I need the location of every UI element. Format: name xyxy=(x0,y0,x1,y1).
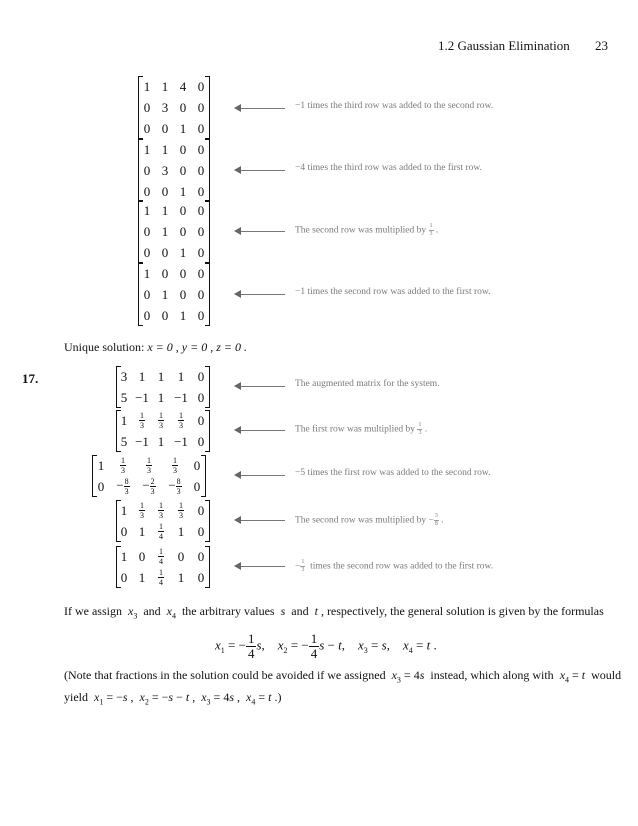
matrix-9: 1 0 $\frac{1}{4}$ 0 0 0 1 $\frac{1}{4}$ 1 0 xyxy=(116,546,210,588)
matrix-8: 1 $\frac{1}{3}$ $\frac{1}{3}$ $\frac{1}{3}$ 0 0 1 $\frac{1}{4}$ 1 0 xyxy=(116,500,210,542)
note-1: −1 times the third row was added to the second row. xyxy=(295,101,494,111)
section-title: 1.2 Gaussian Elimination xyxy=(437,38,570,53)
matrix-1: 1 1 4 0 0 3 0 0 0 0 1 0 xyxy=(138,76,210,139)
page-header xyxy=(438,38,608,54)
matrix-2: 1 1 0 0 0 3 0 0 0 0 1 0 xyxy=(138,139,210,202)
note-5: The augmented matrix for the system. xyxy=(295,379,440,389)
note-2: −4 times the third row was added to the first row. xyxy=(295,163,483,173)
paragraph-note: (Note that fractions in the solution could be avoided if we assigned $x_3 = 4s$ instead, which along with $x_4 = t$ would xyxy=(64,668,622,685)
arrow-6 xyxy=(240,430,285,431)
note-6: The first row was multiplied by $\frac{1}{3}$ . xyxy=(295,422,428,436)
note-4: −1 times the second row was added to the first row. xyxy=(295,287,491,297)
matrix-5: 3 1 1 1 0 5 −1 1 −1 0 xyxy=(116,366,210,408)
matrix-4: 1 0 0 0 0 1 0 0 0 0 1 0 xyxy=(138,263,210,326)
problem-number: 17. xyxy=(22,371,39,386)
matrix-6: 1 $\frac{1}{3}$ $\frac{1}{3}$ $\frac{1}{3}$ 0 5 −1 1 −1 0 xyxy=(116,410,210,452)
note-7: −5 times the first row was added to the second row. xyxy=(295,468,491,478)
arrow-2 xyxy=(240,170,285,171)
paragraph-note-cont: yield $x_1 = -s$ , $x_2 = -s - t$ , $x_3 = 4s$ , $x_4 = t$ .) xyxy=(64,690,282,707)
arrow-3 xyxy=(240,231,285,232)
note-3: The second row was multiplied by $\frac{1}{3}$ . xyxy=(295,223,439,237)
note-8: The second row was multiplied by − $\frac{3}{8}$ . xyxy=(295,513,444,527)
arrow-5 xyxy=(240,386,285,387)
unique-solution-line: Unique solution: x = 0 , y = 0 , z = 0 . xyxy=(64,340,247,354)
matrix-7: 1 $\frac{1}{3}$ $\frac{1}{3}$ $\frac{1}{3}$ 0 0 − $\frac{8}{3}$ − $\frac{2}{3}$ − $\frac{8}{3}$ 0 xyxy=(92,455,206,497)
note-9: − $\frac{1}{3}$ times the second row was added to the first row. xyxy=(295,559,494,573)
paragraph-assign: If we assign $x_3$ and $x_4$ the arbitrary values s and t , respectively, the general solution is given by the formulas xyxy=(64,604,604,621)
general-solution-formulas: $x_1$ = − $\frac{1}{4}$ s, $x_2$ = − $\frac{1}{4}$ s − t, $x_3 = s$, $x_4 = t$ . xyxy=(215,631,437,661)
page-number: 23 xyxy=(595,38,608,53)
matrix-3: 1 1 0 0 0 1 0 0 0 0 1 0 xyxy=(138,200,210,263)
arrow-8 xyxy=(240,520,285,521)
arrow-1 xyxy=(240,108,285,109)
arrow-9 xyxy=(240,566,285,567)
arrow-4 xyxy=(240,294,285,295)
arrow-7 xyxy=(240,475,285,476)
